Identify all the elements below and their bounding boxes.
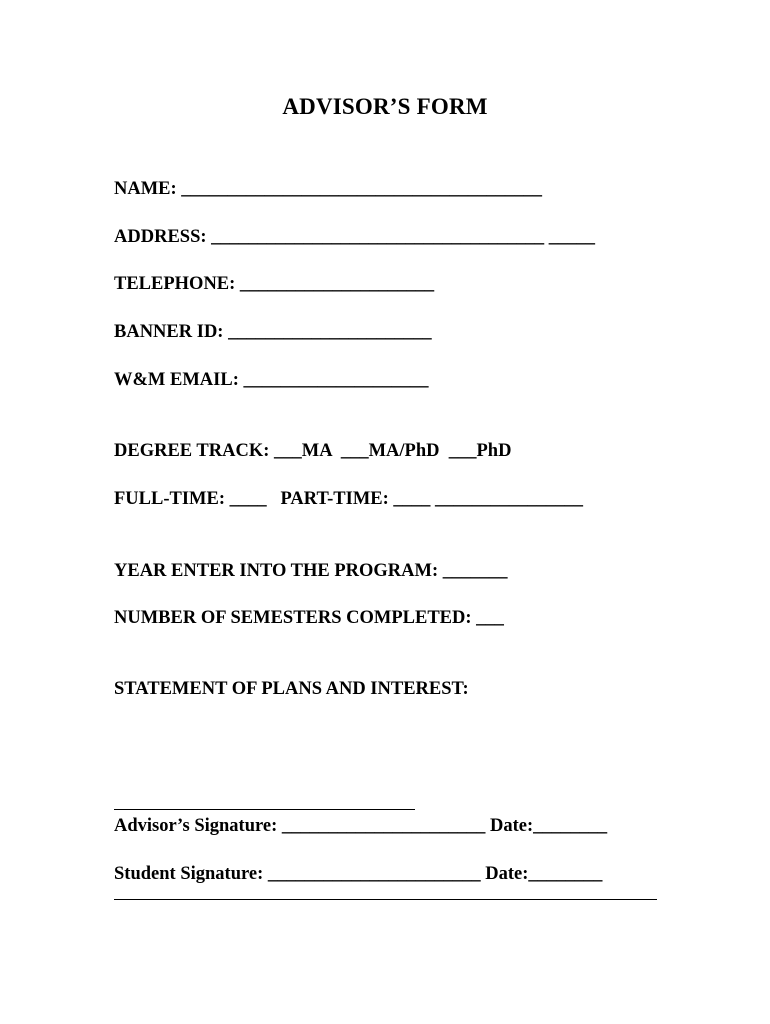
semesters-completed-field[interactable]: NUMBER OF SEMESTERS COMPLETED: ___	[114, 608, 504, 628]
degree-track-field[interactable]: DEGREE TRACK: ___MA ___MA/PhD ___PhD	[114, 441, 512, 461]
form-title: ADVISOR’S FORM	[282, 94, 488, 119]
enrollment-status-field[interactable]: FULL-TIME: ____ PART-TIME: ____ ________________	[114, 489, 584, 509]
address-field[interactable]: ADDRESS: ____________________________________ _____	[114, 227, 596, 247]
year-entered-field[interactable]: YEAR ENTER INTO THE PROGRAM: _______	[114, 561, 508, 581]
statement-label: STATEMENT OF PLANS AND INTEREST:	[114, 679, 469, 699]
telephone-field[interactable]: TELEPHONE: _____________________	[114, 274, 435, 294]
statement-signature-rule[interactable]	[114, 809, 415, 810]
advisor-signature-field[interactable]: Advisor’s Signature: ______________________ Date:________	[114, 816, 608, 836]
banner-id-field[interactable]: BANNER ID: ______________________	[114, 322, 432, 342]
student-signature-field[interactable]: Student Signature: _______________________ Date:________	[114, 864, 603, 884]
email-field[interactable]: W&M EMAIL: ____________________	[114, 370, 429, 390]
bottom-rule	[114, 899, 657, 900]
name-field[interactable]: NAME: _______________________________________	[114, 179, 543, 199]
